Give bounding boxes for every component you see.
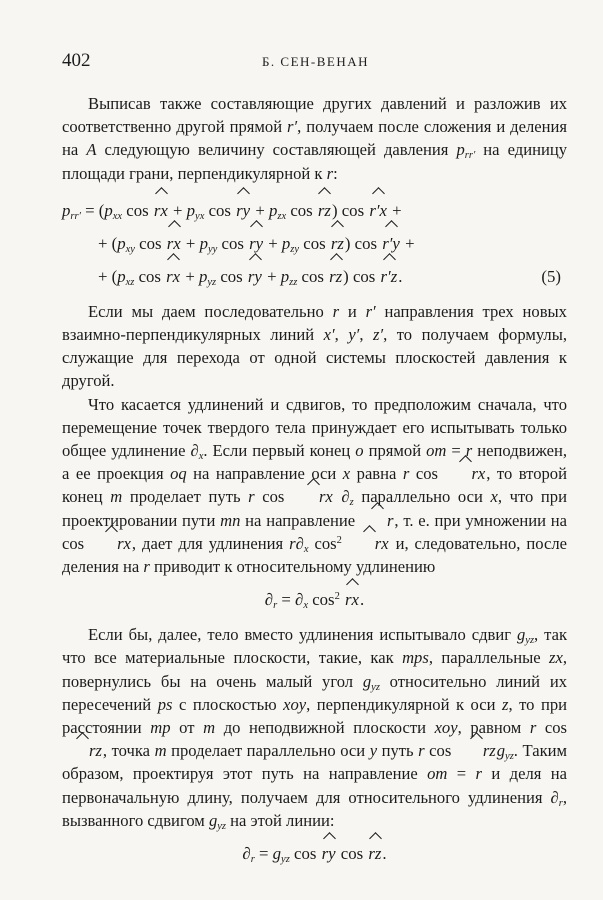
equation-5-line-2: + ($p_{xy}$ cos rx + $p_{yy}$ cos ry + $p_{zy}$ cos rz) cos r′y +	[62, 227, 567, 260]
running-title: Б. СЕН-ВЕНАН	[261, 54, 370, 69]
paragraph-4: Если бы, далее, тело вместо удлинения испытывало сдвиг $g_{yz}$, так что все материальные плоскости, такие, как mps, параллельные zx, повернулись бы на очень малый угол $g_{yz}$ относительно линий их пересечений ps с плоскостью xoy, перпендикулярной к оси z, то при расстоянии mp от m до неподвижной плоскости xoy, равном r cos rz, точка m проделает параллельно оси y путь r cos rzg$_{yz}$. Таким образом, проектируя этот путь на направление om = r и деля на первоначальную длину, получаем для относительного удлинения $\partial_r$, вызванного сдвигом $g_{yz}$ на этой линии:	[62, 625, 568, 832]
equation-elongation: $\partial_r = \partial_x$ $\cos^2$ rx.	[62, 585, 567, 615]
equation-5	[62, 194, 567, 293]
equation-shear: $\partial_r = g_{yz}$ cos ry cos rz.	[62, 839, 567, 869]
paragraph-3: Что касается удлинений и сдвигов, то предположим сначала, что перемещение точек твердого тела принуждает его испытывать только общее удлинение $\partial_x$. Если первый конец o прямой om = r неподвижен, а ее проекция oq на направление оси x равна r cos rx, то второй конец m проделает путь r cos rx $\partial_z$ параллельно оси x, что при проектировании пути mn на направление r, т. е. при умножении на cos rx, дает для удлинения $r\partial_x$ $\cos^2$ rx и, следовательно, после деления на r приводит к относительному удлинению	[62, 394, 568, 577]
page-header	[62, 50, 569, 74]
equation-number: (5)	[541, 266, 561, 286]
equation-5-line-1: $p_{rr'} = (p_{xx}$ cos rx + $p_{yx}$ cos ry + $p_{zx}$ cos rz) cos r′x +	[62, 194, 567, 227]
paragraph-1: Выписав также составляющие других давлений и разложив их соответственно другой прямой r′, получаем после сложения и деления на A следующую величину составляющей давления $p_{rr'}$ на единицу площади грани, перпендикулярной к r:	[62, 94, 568, 183]
page-number: 402	[62, 50, 91, 71]
equation-5-line-3: + ($p_{xz}$ cos rx + $p_{yz}$ cos ry + $p_{zz}$ cos rz) cos r′z. (5)	[62, 260, 567, 293]
page-body	[62, 92, 567, 877]
paragraph-2: Если мы даем последовательно r и r′ направления трех новых взаимно-перпендикулярных линий x′, y′, z′, то получаем формулы, служащие для перехода от одной системы плоскостей давления к другой.	[62, 301, 568, 391]
